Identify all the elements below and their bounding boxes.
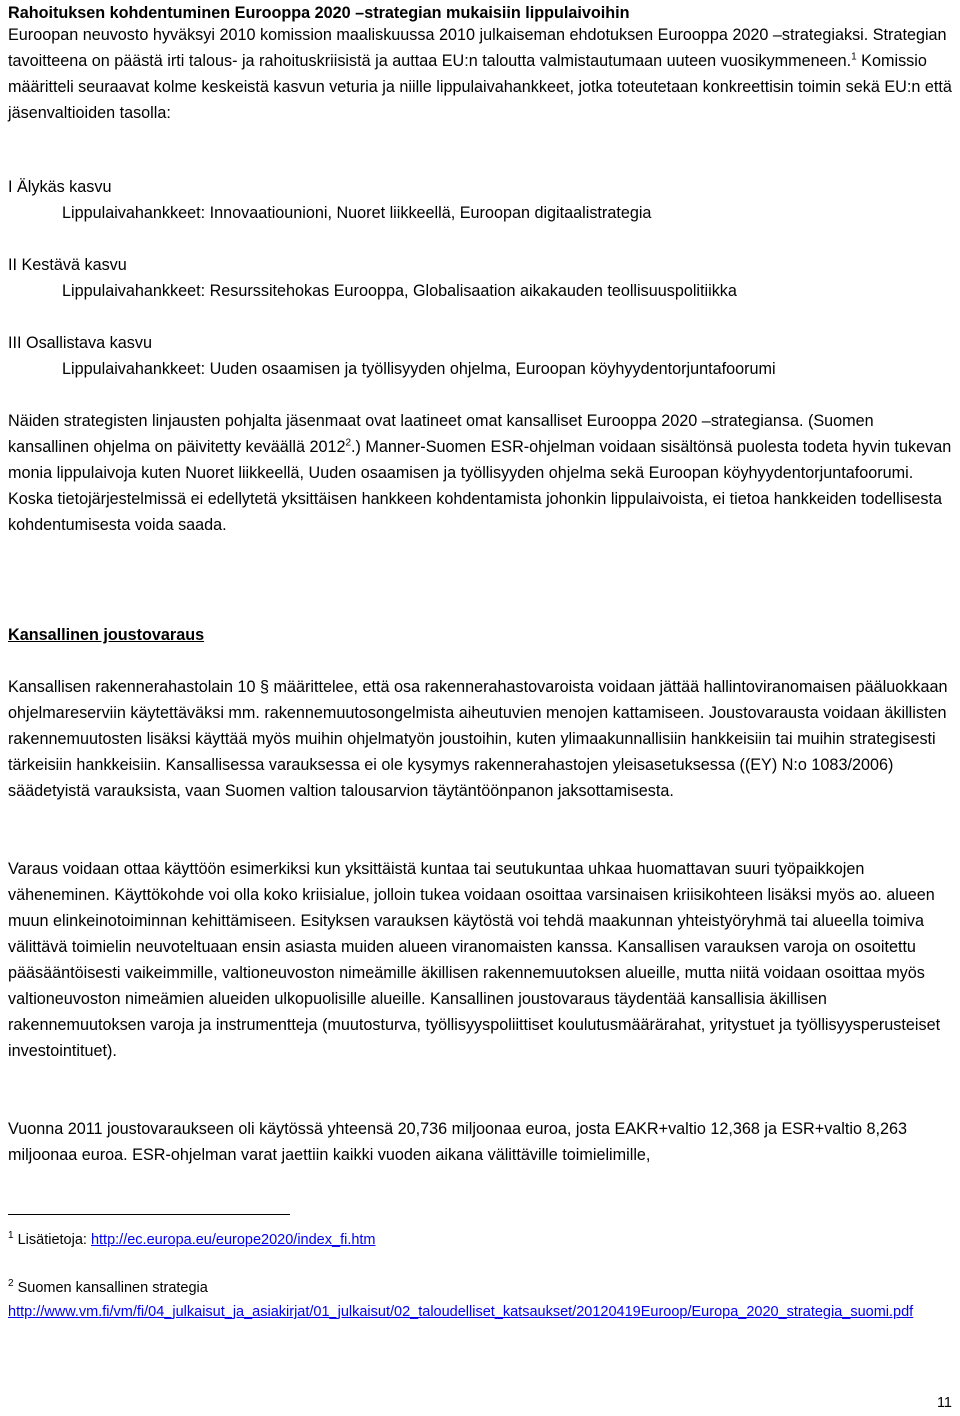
category-inclusive-growth [8, 330, 776, 382]
reserve-paragraph-2: Varaus voidaan ottaa käyttöön esimerkiksi kun yksittäistä kuntaa tai seutukuntaa uhkaa huomattavan suuri työpaikkojen väheneminen. Käyttökohde voi olla koko kriisialue, jolloin tukea voidaan osoittaa varsinaisen kriisikohteen lisäksi myös ao. alueen muun elinkeinotoiminnan kehittämiseen. Esityksen varauksen käytöstä voi tehdä maakunnan yhteistyöryhmä tai alueella toimiva välittävä toimielin neuvoteltuaan ensin asiasta muiden alueen viranomaisten kanssa. Kansallisen varauksen varoja on osoitettu pääsääntöisesti vaikeimmille, valtioneuvoston nimeämille äkillisen rakennemuutoksen alueille, mutta niitä voidaan osoittaa myös valtioneuvoston nimeämien alueiden ulkopuolisille alueille. Kansallinen joustovaraus täydentää kansallisia äkillisen rakennemuutoksen varoja ja instrumentteja (muutosturva, työllisyyspoliittiset koulutusmäärärahat, yritystuet ja työllisyysperusteiset investointituet). [8, 860, 941, 1060]
page-number: 11 [936, 1395, 952, 1411]
footnote-separator [8, 1214, 290, 1215]
footnote-label: Lisätietoja: [17, 1232, 91, 1248]
intro-paragraph [8, 22, 954, 126]
section2-title: Kansallinen joustovaraus [8, 626, 205, 644]
footnote-ref-1[interactable]: 1 [851, 51, 857, 63]
footnote-2 [8, 1276, 958, 1324]
category-name: I Älykäs kasvu [8, 178, 112, 196]
category-sustainable-growth [8, 252, 737, 304]
national-strategies-paragraph [8, 408, 954, 538]
para2-text-b: .) Manner-Suomen ESR-ohjelman voidaan sisältönsä puolesta todeta hyvin tukevan monia lippulaivoja kuten Nuoret liikkeellä, Uuden osaamisen ja työllisyyden ohjelma sekä Euroopan köyhyydentorjuntafoorumi. Koska tietojärjestelmissä ei edellytetä yksittäisen hankkeen kohdentamista johonkin lippulaivoista, ei tietoa hankkeiden todellisesta kohdentumisesta voida saada. [8, 438, 952, 534]
footnote-ref-2[interactable]: 2 [345, 437, 352, 449]
footnote-link-1[interactable]: http://ec.europa.eu/europe2020/index_fi.htm [90, 1232, 376, 1248]
footnote-number: 2 [8, 1278, 14, 1290]
footnote-1 [8, 1228, 958, 1252]
category-flagships: Lippulaivahankkeet: Innovaatiounioni, Nuoret liikkeellä, Euroopan digitaalistrategia [62, 204, 652, 222]
category-smart-growth [8, 174, 651, 226]
intro-text-b: Komissio määritteli seuraavat kolme keskeistä kasvun veturia ja niille lippulaivahankkeet, jotka toteutetaan konkreettisin toimin sekä EU:n että jäsenvaltioiden tasolla: [8, 52, 952, 122]
section-title: Rahoituksen kohdentuminen Eurooppa 2020 –strategian mukaisiin lippulaivoihin [8, 4, 630, 22]
footnote-label: Suomen kansallinen strategia [17, 1280, 208, 1296]
category-flagships: Lippulaivahankkeet: Uuden osaamisen ja työllisyyden ohjelma, Euroopan köyhyydentorjuntafoorumi [62, 360, 776, 378]
reserve-paragraph-3: Vuonna 2011 joustovaraukseen oli käytössä yhteensä 20,736 miljoonaa euroa, josta EAKR+valtio 12,368 ja ESR+valtio 8,263 miljoonaa euroa. ESR-ohjelman varat jaettiin kaikki vuoden aikana välittäville toimielimille, [8, 1120, 907, 1164]
reserve-paragraph-1: Kansallisen rakennerahastolain 10 § määrittelee, että osa rakennerahastovaroista voidaan jättää hallintoviranomaisen pääluokkaan ohjelmareserviin käytettäväksi mm. rakennemuutosongelmista aiheutuvien menojen kattamiseen. Joustovarausta voidaan äkillisten rakennemuutosten lisäksi käyttää myös muihin ohjelmatyön joustoihin, kuten ylimaakunnallisiin hankkeisiin tai muihin strategisesti tärkeisiin hankkeisiin. Kansallisessa varauksessa ei ole kysymys rakennerahastojen yleisasetuksessa ((EY) N:o 1083/2006) säädetyistä varauksista, vaan Suomen valtion talousarvion täytäntöönpanon jaksottamisesta. [8, 678, 948, 800]
category-flagships: Lippulaivahankkeet: Resurssitehokas Eurooppa, Globalisaation aikakauden teollisuuspolitiikka [62, 282, 737, 300]
category-name: III Osallistava kasvu [8, 334, 152, 352]
footnote-link-2[interactable]: http://www.vm.fi/vm/fi/04_julkaisut_ja_asiakirjat/01_julkaisut/02_taloudelliset_katsaukset/20120419Euroop/Europa_2020_strategia_suomi.pdf [8, 1304, 914, 1320]
intro-text-a: Euroopan neuvosto hyväksyi 2010 komission maaliskuussa 2010 julkaiseman ehdotuksen Eurooppa 2020 –strategiaksi. Strategian tavoitteena on päästä irti talous- ja rahoituskriisistä ja auttaa EU:n taloutta valmistautumaan uuteen vuosikymmeneen. [8, 26, 947, 70]
category-name: II Kestävä kasvu [8, 256, 127, 274]
para2-text-a: Näiden strategisten linjausten pohjalta jäsenmaat ovat laatineet omat kansalliset Eurooppa 2020 –strategiansa. (Suomen kansallinen ohjelma on päivitetty keväällä 2012 [8, 412, 874, 456]
footnote-number: 1 [8, 1230, 14, 1242]
